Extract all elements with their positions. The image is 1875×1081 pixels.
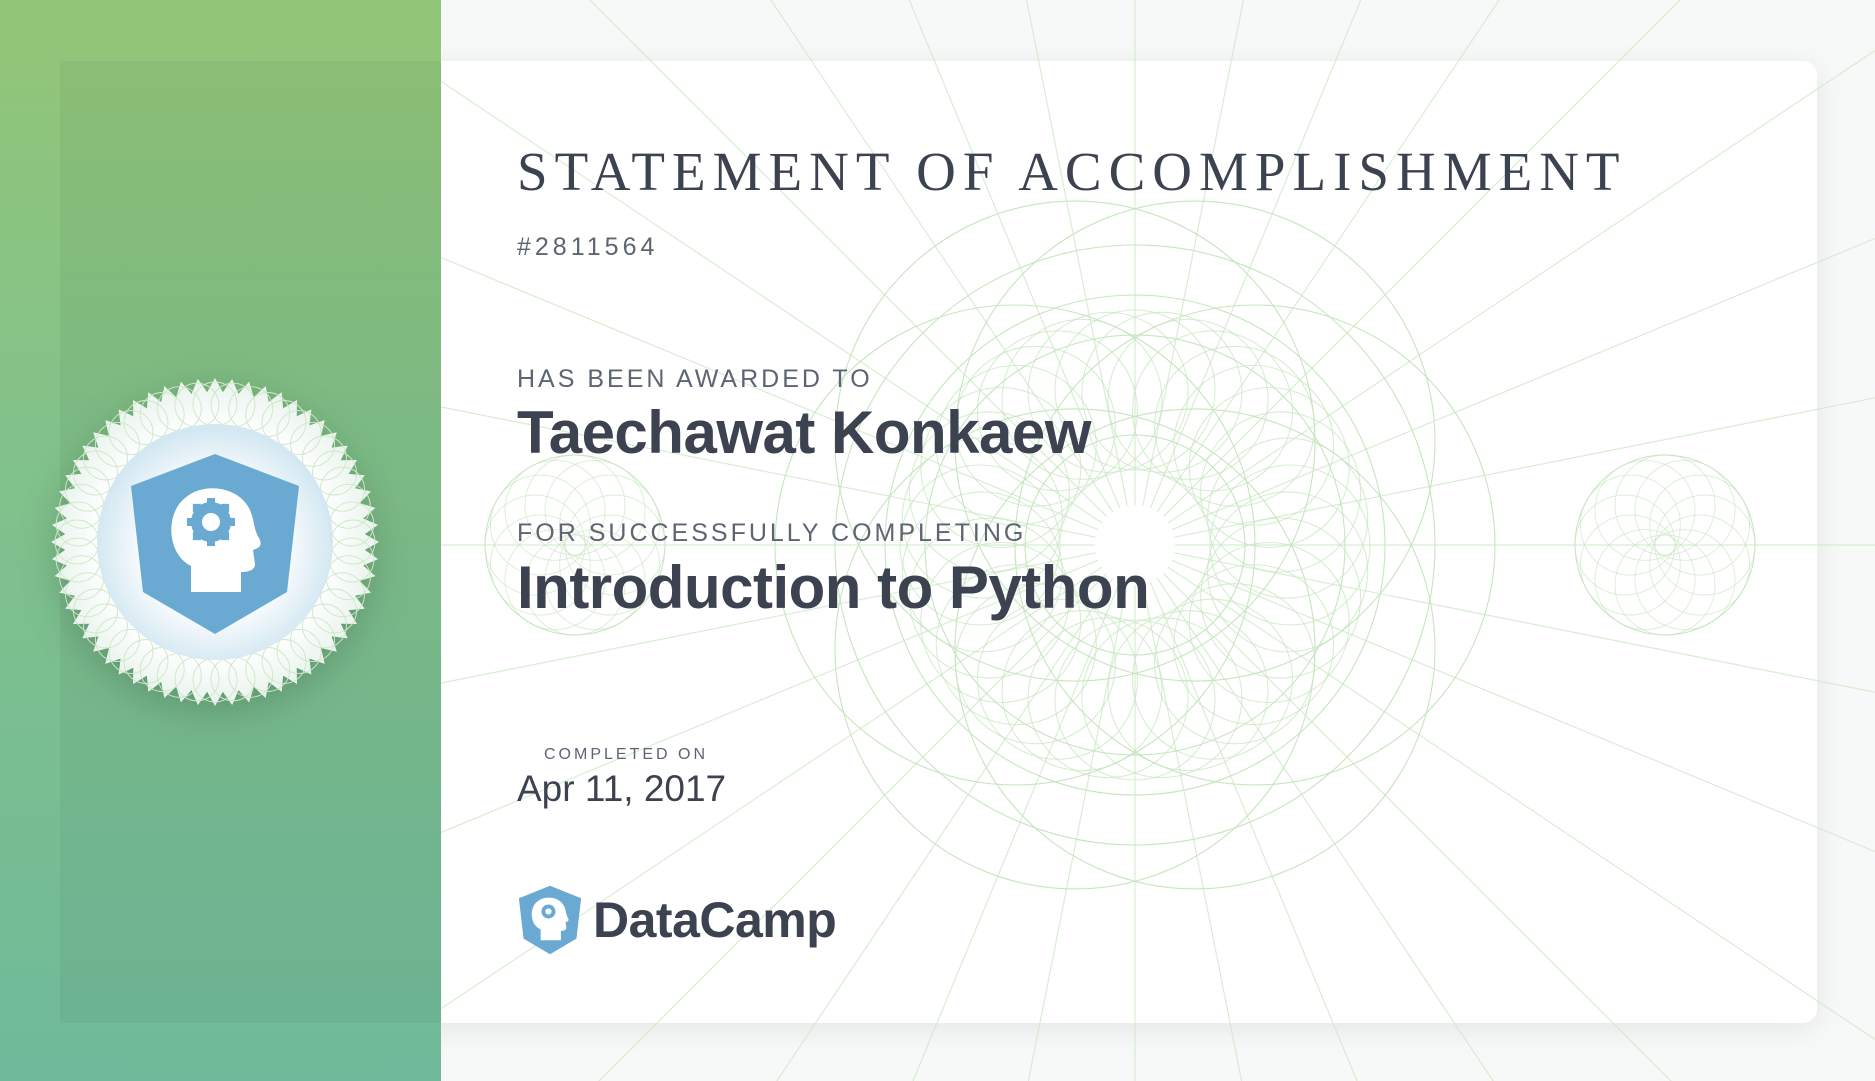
completed-on-label: COMPLETED ON bbox=[544, 746, 709, 763]
datacamp-head-gear-icon bbox=[517, 885, 583, 955]
seal-badge bbox=[50, 377, 380, 707]
course-name: Introduction to Python bbox=[517, 554, 1150, 621]
awarded-label: HAS BEEN AWARDED TO bbox=[517, 365, 873, 393]
certificate-title: STATEMENT OF ACCOMPLISHMENT bbox=[517, 141, 1627, 202]
completing-label: FOR SUCCESSFULLY COMPLETING bbox=[517, 519, 1027, 547]
brand-name: DataCamp bbox=[593, 892, 837, 948]
certificate-number: #2811564 bbox=[517, 233, 659, 261]
brand-logo bbox=[517, 885, 836, 955]
completed-date: Apr 11, 2017 bbox=[517, 768, 727, 809]
recipient-name: Taechawat Konkaew bbox=[517, 399, 1091, 466]
